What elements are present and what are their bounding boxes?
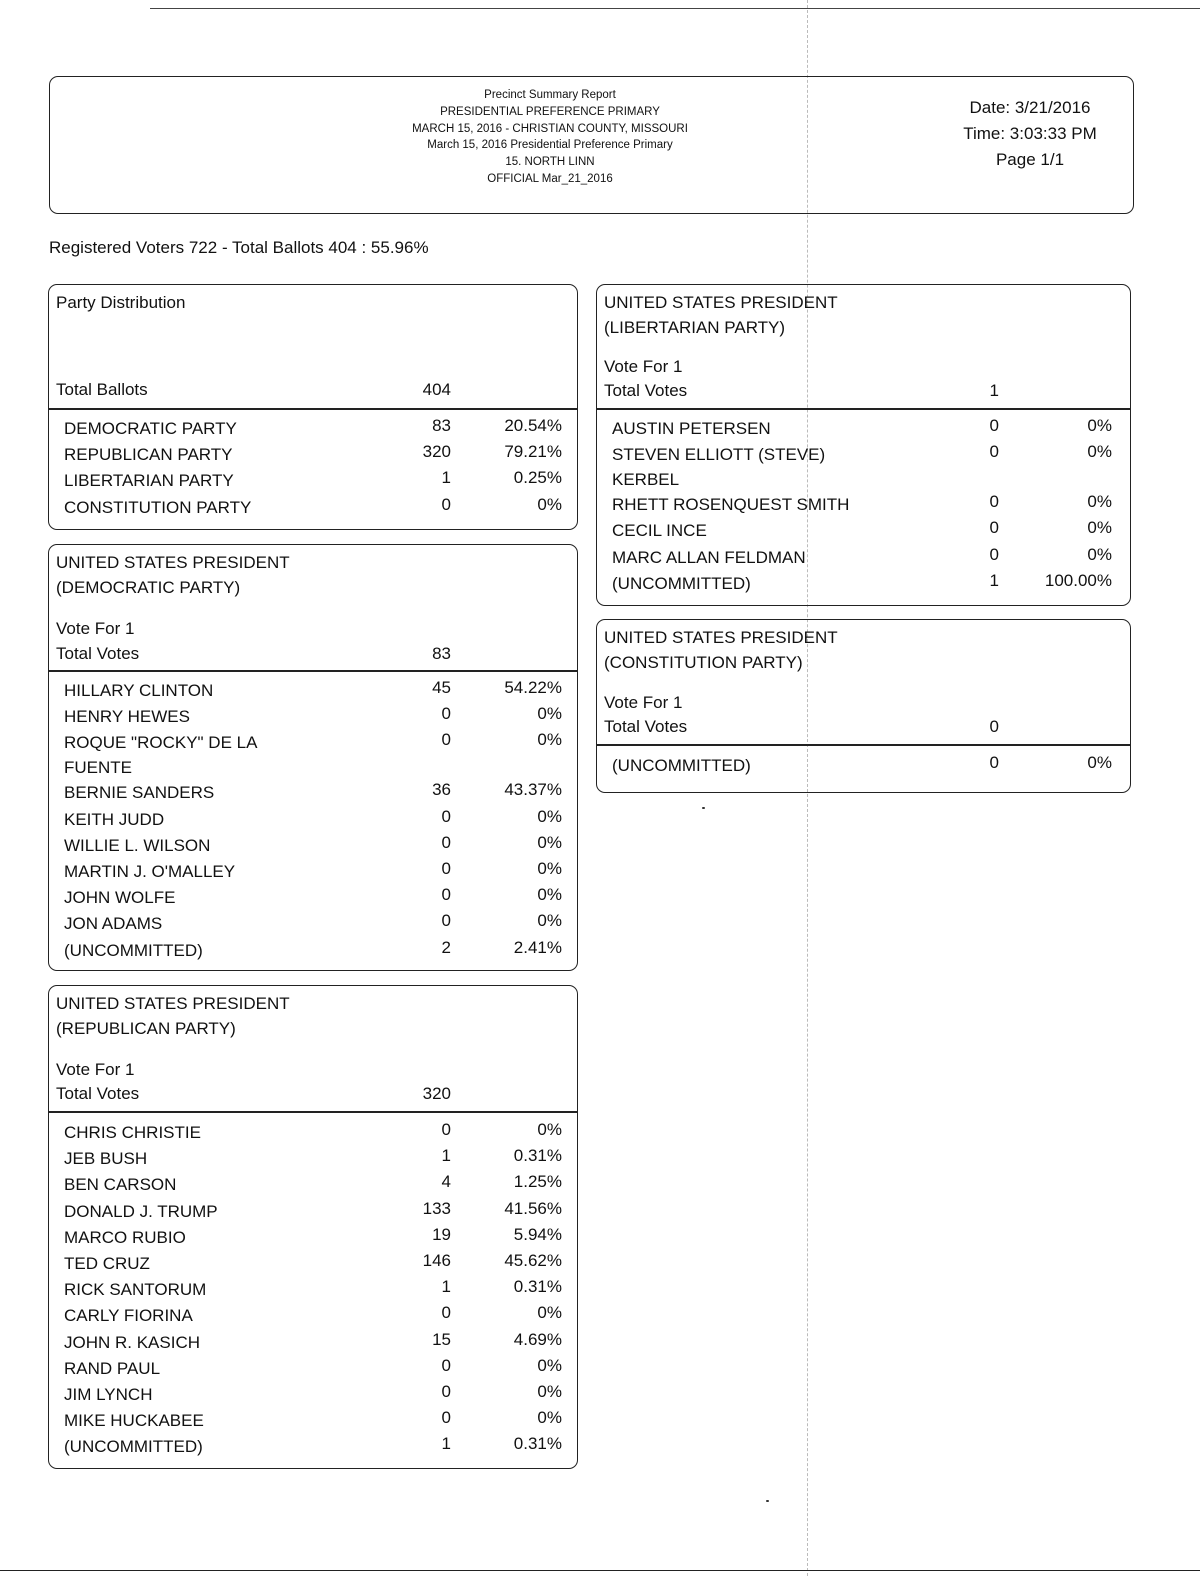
- official-status: OFFICIAL Mar_21_2016: [487, 172, 613, 185]
- candidate-name: (UNCOMMITTED): [612, 573, 751, 593]
- vote-count: 1: [441, 1146, 451, 1166]
- total-label: Total Ballots: [56, 380, 148, 399]
- vote-count: 4: [441, 1172, 451, 1192]
- vote-for: Vote For 1: [604, 693, 683, 712]
- party-name: CONSTITUTION PARTY: [64, 497, 252, 517]
- contest-title-line1: UNITED STATES PRESIDENT: [56, 553, 290, 572]
- vote-count: 1: [441, 468, 451, 488]
- vote-percent: 0%: [537, 1381, 562, 1401]
- vote-for: Vote For 1: [56, 619, 135, 638]
- candidate-row: [49, 1408, 577, 1434]
- vote-percent: 0%: [537, 1303, 562, 1323]
- vote-percent: 0%: [1087, 416, 1112, 435]
- contest-title-line2: (DEMOCRATIC PARTY): [56, 578, 241, 597]
- vote-count: 1: [441, 1434, 451, 1454]
- candidate-name: CECIL INCE: [612, 521, 707, 541]
- vote-count: 45: [432, 678, 451, 697]
- candidate-name: RAND PAUL: [64, 1358, 161, 1378]
- candidate-rows: [597, 753, 1130, 779]
- candidate-name: (UNCOMMITTED): [64, 940, 203, 960]
- candidate-name: JIM LYNCH: [64, 1384, 153, 1404]
- vote-percent: 0%: [537, 730, 562, 750]
- vote-count: 36: [432, 780, 451, 800]
- candidate-row: [49, 780, 577, 806]
- candidate-name: CARLY FIORINA: [64, 1306, 193, 1326]
- vote-percent: 2.41%: [513, 937, 562, 957]
- vote-percent: 4.69%: [513, 1329, 562, 1349]
- candidate-name: BEN CARSON: [64, 1175, 177, 1195]
- party-row: [49, 495, 577, 521]
- vote-count: 0: [441, 1303, 451, 1323]
- candidate-row: [49, 1277, 577, 1303]
- contest-title: [604, 625, 838, 675]
- candidate-row: [597, 492, 1130, 518]
- total-label: Total Votes: [604, 381, 688, 400]
- vote-count: 0: [989, 753, 999, 772]
- vote-percent: 0%: [1087, 518, 1112, 538]
- candidate-row: [49, 938, 577, 964]
- candidate-row: [597, 753, 1130, 779]
- divider: [49, 670, 577, 672]
- total-value: 1: [989, 381, 999, 400]
- vote-count: 2: [441, 937, 451, 957]
- vote-count: 0: [441, 1355, 451, 1375]
- candidate-row: [49, 1382, 577, 1408]
- vote-percent: 0%: [537, 704, 562, 724]
- vote-count: 1: [441, 1277, 451, 1297]
- divider: [597, 408, 1130, 410]
- candidate-name: AUSTIN PETERSEN: [612, 419, 771, 438]
- vote-count: 0: [441, 730, 451, 750]
- vote-count: 0: [441, 832, 451, 852]
- candidate-name: (UNCOMMITTED): [612, 756, 751, 775]
- page-number: Page 1/1: [995, 150, 1065, 169]
- candidate-name: RICK SANTORUM: [64, 1280, 207, 1300]
- candidate-name: JEB BUSH: [64, 1149, 148, 1169]
- candidate-name: DONALD J. TRUMP: [64, 1201, 218, 1221]
- contest-title: [56, 991, 290, 1041]
- divider: [49, 1111, 577, 1113]
- vote-percent: 5.94%: [513, 1224, 562, 1244]
- vote-percent: 0%: [537, 806, 562, 826]
- report-date: Date: 3/21/2016: [969, 98, 1091, 117]
- candidate-name: HILLARY CLINTON: [64, 681, 214, 700]
- vote-percent: 0%: [537, 494, 562, 514]
- vote-count: 0: [989, 442, 999, 462]
- vote-percent: 0.31%: [513, 1434, 562, 1454]
- party-name: REPUBLICAN PARTY: [64, 445, 233, 465]
- report-title-block: [50, 87, 1050, 188]
- report-meta: [935, 95, 1125, 173]
- scan-speck: [702, 807, 705, 809]
- candidate-row: [49, 1330, 577, 1356]
- scan-edge-top: [150, 8, 1200, 9]
- contest-title-line2: (CONSTITUTION PARTY): [604, 653, 803, 672]
- vote-percent: 0%: [537, 911, 562, 931]
- constitution-contest-panel: [596, 619, 1131, 793]
- candidate-row: [49, 1434, 577, 1460]
- candidate-name: TED CRUZ: [64, 1253, 150, 1273]
- registered-voters-summary: Registered Voters 722 - Total Ballots 404 : 55.96%: [49, 238, 429, 257]
- total-value: 0: [989, 717, 999, 736]
- vote-count: 0: [989, 492, 999, 512]
- vote-percent: 54.22%: [504, 678, 562, 697]
- candidate-name: MIKE HUCKABEE: [64, 1411, 204, 1431]
- vote-count: 0: [989, 518, 999, 538]
- vote-count: 0: [441, 494, 451, 514]
- candidate-row: [49, 1303, 577, 1329]
- candidate-rows: [597, 416, 1130, 597]
- vote-percent: 0%: [537, 1408, 562, 1428]
- candidate-name: JON ADAMS: [64, 914, 163, 934]
- contest-title-line1: UNITED STATES PRESIDENT: [604, 628, 838, 647]
- candidate-row: [49, 833, 577, 859]
- vote-percent: 0.31%: [513, 1146, 562, 1166]
- vote-count: 0: [441, 858, 451, 878]
- vote-percent: 41.56%: [504, 1198, 562, 1218]
- party-row: [49, 442, 577, 468]
- candidate-row: [49, 678, 577, 704]
- party-rows: [49, 416, 577, 521]
- vote-percent: 0%: [537, 885, 562, 905]
- contest-title-line2: (REPUBLICAN PARTY): [56, 1019, 236, 1038]
- vote-percent: 0.31%: [513, 1277, 562, 1297]
- vote-percent: 43.37%: [504, 780, 562, 800]
- candidate-name: (UNCOMMITTED): [64, 1437, 203, 1457]
- contest-title-line1: UNITED STATES PRESIDENT: [56, 994, 290, 1013]
- vote-count: 0: [441, 806, 451, 826]
- vote-count: 1: [989, 570, 999, 590]
- contest-title-line2: (LIBERTARIAN PARTY): [604, 318, 786, 337]
- candidate-row: [49, 859, 577, 885]
- vote-percent: 0%: [1087, 442, 1112, 462]
- candidate-row: [49, 807, 577, 833]
- election-date-county: MARCH 15, 2016 - CHRISTIAN COUNTY, MISSOURI: [412, 122, 688, 135]
- vote-percent: 45.62%: [504, 1250, 562, 1270]
- scan-speck: [766, 1500, 769, 1502]
- total-label: Total Votes: [604, 717, 688, 736]
- candidate-name: JOHN R. KASICH: [64, 1332, 201, 1352]
- candidate-name: CHRIS CHRISTIE: [64, 1123, 201, 1142]
- vote-count: 83: [432, 416, 451, 435]
- vote-percent: 100.00%: [1044, 570, 1112, 590]
- vote-count: 0: [441, 1120, 451, 1139]
- candidate-name: RHETT ROSENQUEST SMITH: [612, 495, 850, 515]
- democratic-contest-panel: [48, 544, 578, 971]
- candidate-name: JOHN WOLFE: [64, 888, 176, 908]
- candidate-name: ROQUE "ROCKY" DE LA FUENTE: [64, 733, 257, 778]
- vote-count: 0: [441, 885, 451, 905]
- vote-count: 19: [432, 1224, 451, 1244]
- candidate-name: MARCO RUBIO: [64, 1227, 186, 1247]
- vote-for: Vote For 1: [604, 357, 683, 376]
- candidate-row: [49, 1120, 577, 1146]
- total-value: 320: [422, 1084, 451, 1103]
- vote-count: 0: [441, 1381, 451, 1401]
- party-name: DEMOCRATIC PARTY: [64, 419, 237, 438]
- vote-percent: 1.25%: [513, 1172, 562, 1192]
- divider: [597, 744, 1130, 746]
- vote-percent: 0%: [1087, 492, 1112, 512]
- panel-title: Party Distribution: [56, 293, 186, 312]
- candidate-row: [597, 545, 1130, 571]
- vote-percent: 0%: [537, 1120, 562, 1139]
- vote-count: 146: [422, 1250, 451, 1270]
- vote-count: 0: [441, 911, 451, 931]
- election-name: PRESIDENTIAL PREFERENCE PRIMARY: [440, 105, 660, 118]
- vote-percent: 0%: [537, 1355, 562, 1375]
- candidate-row: [49, 911, 577, 937]
- divider: [49, 408, 577, 410]
- candidate-name: STEVEN ELLIOTT (STEVE) KERBEL: [612, 445, 826, 490]
- candidate-name: WILLIE L. WILSON: [64, 835, 211, 855]
- vote-count: 0: [989, 544, 999, 564]
- party-name: LIBERTARIAN PARTY: [64, 471, 234, 491]
- vote-percent: 0%: [537, 858, 562, 878]
- contest-title-line1: UNITED STATES PRESIDENT: [604, 293, 838, 312]
- candidate-row: [597, 442, 1130, 492]
- total-value: 83: [432, 644, 451, 663]
- candidate-row: [49, 730, 577, 780]
- candidate-row: [597, 571, 1130, 597]
- libertarian-contest-panel: [596, 284, 1131, 606]
- vote-count: 0: [441, 1408, 451, 1428]
- vote-count: 0: [989, 416, 999, 435]
- candidate-row: [597, 518, 1130, 544]
- candidate-rows: [49, 678, 577, 964]
- candidate-row: [49, 885, 577, 911]
- vote-percent: 0%: [1087, 753, 1112, 772]
- total-value: 404: [422, 380, 451, 399]
- candidate-row: [49, 1146, 577, 1172]
- vote-percent: 0%: [1087, 544, 1112, 564]
- report-title: Precinct Summary Report: [484, 89, 616, 101]
- total-label: Total Votes: [56, 644, 140, 663]
- vote-percent: 0.25%: [513, 468, 562, 488]
- candidate-row: [49, 1225, 577, 1251]
- republican-contest-panel: [48, 985, 578, 1469]
- party-distribution-panel: [48, 284, 578, 530]
- vote-count: 15: [432, 1329, 451, 1349]
- total-label: Total Votes: [56, 1084, 140, 1103]
- contest-title: [56, 550, 290, 600]
- report-time: Time: 3:03:33 PM: [963, 124, 1097, 143]
- vote-count: 133: [422, 1198, 451, 1218]
- candidate-row: [49, 1172, 577, 1198]
- vote-percent: 20.54%: [504, 416, 562, 435]
- candidate-name: BERNIE SANDERS: [64, 783, 215, 803]
- candidate-name: MARTIN J. O'MALLEY: [64, 861, 236, 881]
- candidate-name: KEITH JUDD: [64, 809, 165, 829]
- election-full-name: March 15, 2016 Presidential Preference Primary: [427, 139, 673, 152]
- candidate-row: [49, 1251, 577, 1277]
- vote-count: 0: [441, 704, 451, 724]
- scan-edge-bottom: [0, 1570, 1200, 1571]
- candidate-rows: [49, 1120, 577, 1460]
- candidate-name: MARC ALLAN FELDMAN: [612, 547, 806, 567]
- party-row: [49, 416, 577, 442]
- candidate-row: [49, 704, 577, 730]
- vote-percent: 0%: [537, 832, 562, 852]
- vote-percent: 79.21%: [504, 442, 562, 462]
- candidate-row: [49, 1199, 577, 1225]
- precinct-name: 15. NORTH LINN: [505, 156, 595, 169]
- candidate-name: HENRY HEWES: [64, 707, 190, 727]
- candidate-row: [49, 1356, 577, 1382]
- candidate-row: [597, 416, 1130, 442]
- report-header: [49, 76, 1134, 214]
- party-row: [49, 468, 577, 494]
- vote-for: Vote For 1: [56, 1060, 135, 1079]
- contest-title: [604, 290, 838, 340]
- vote-count: 320: [422, 442, 451, 462]
